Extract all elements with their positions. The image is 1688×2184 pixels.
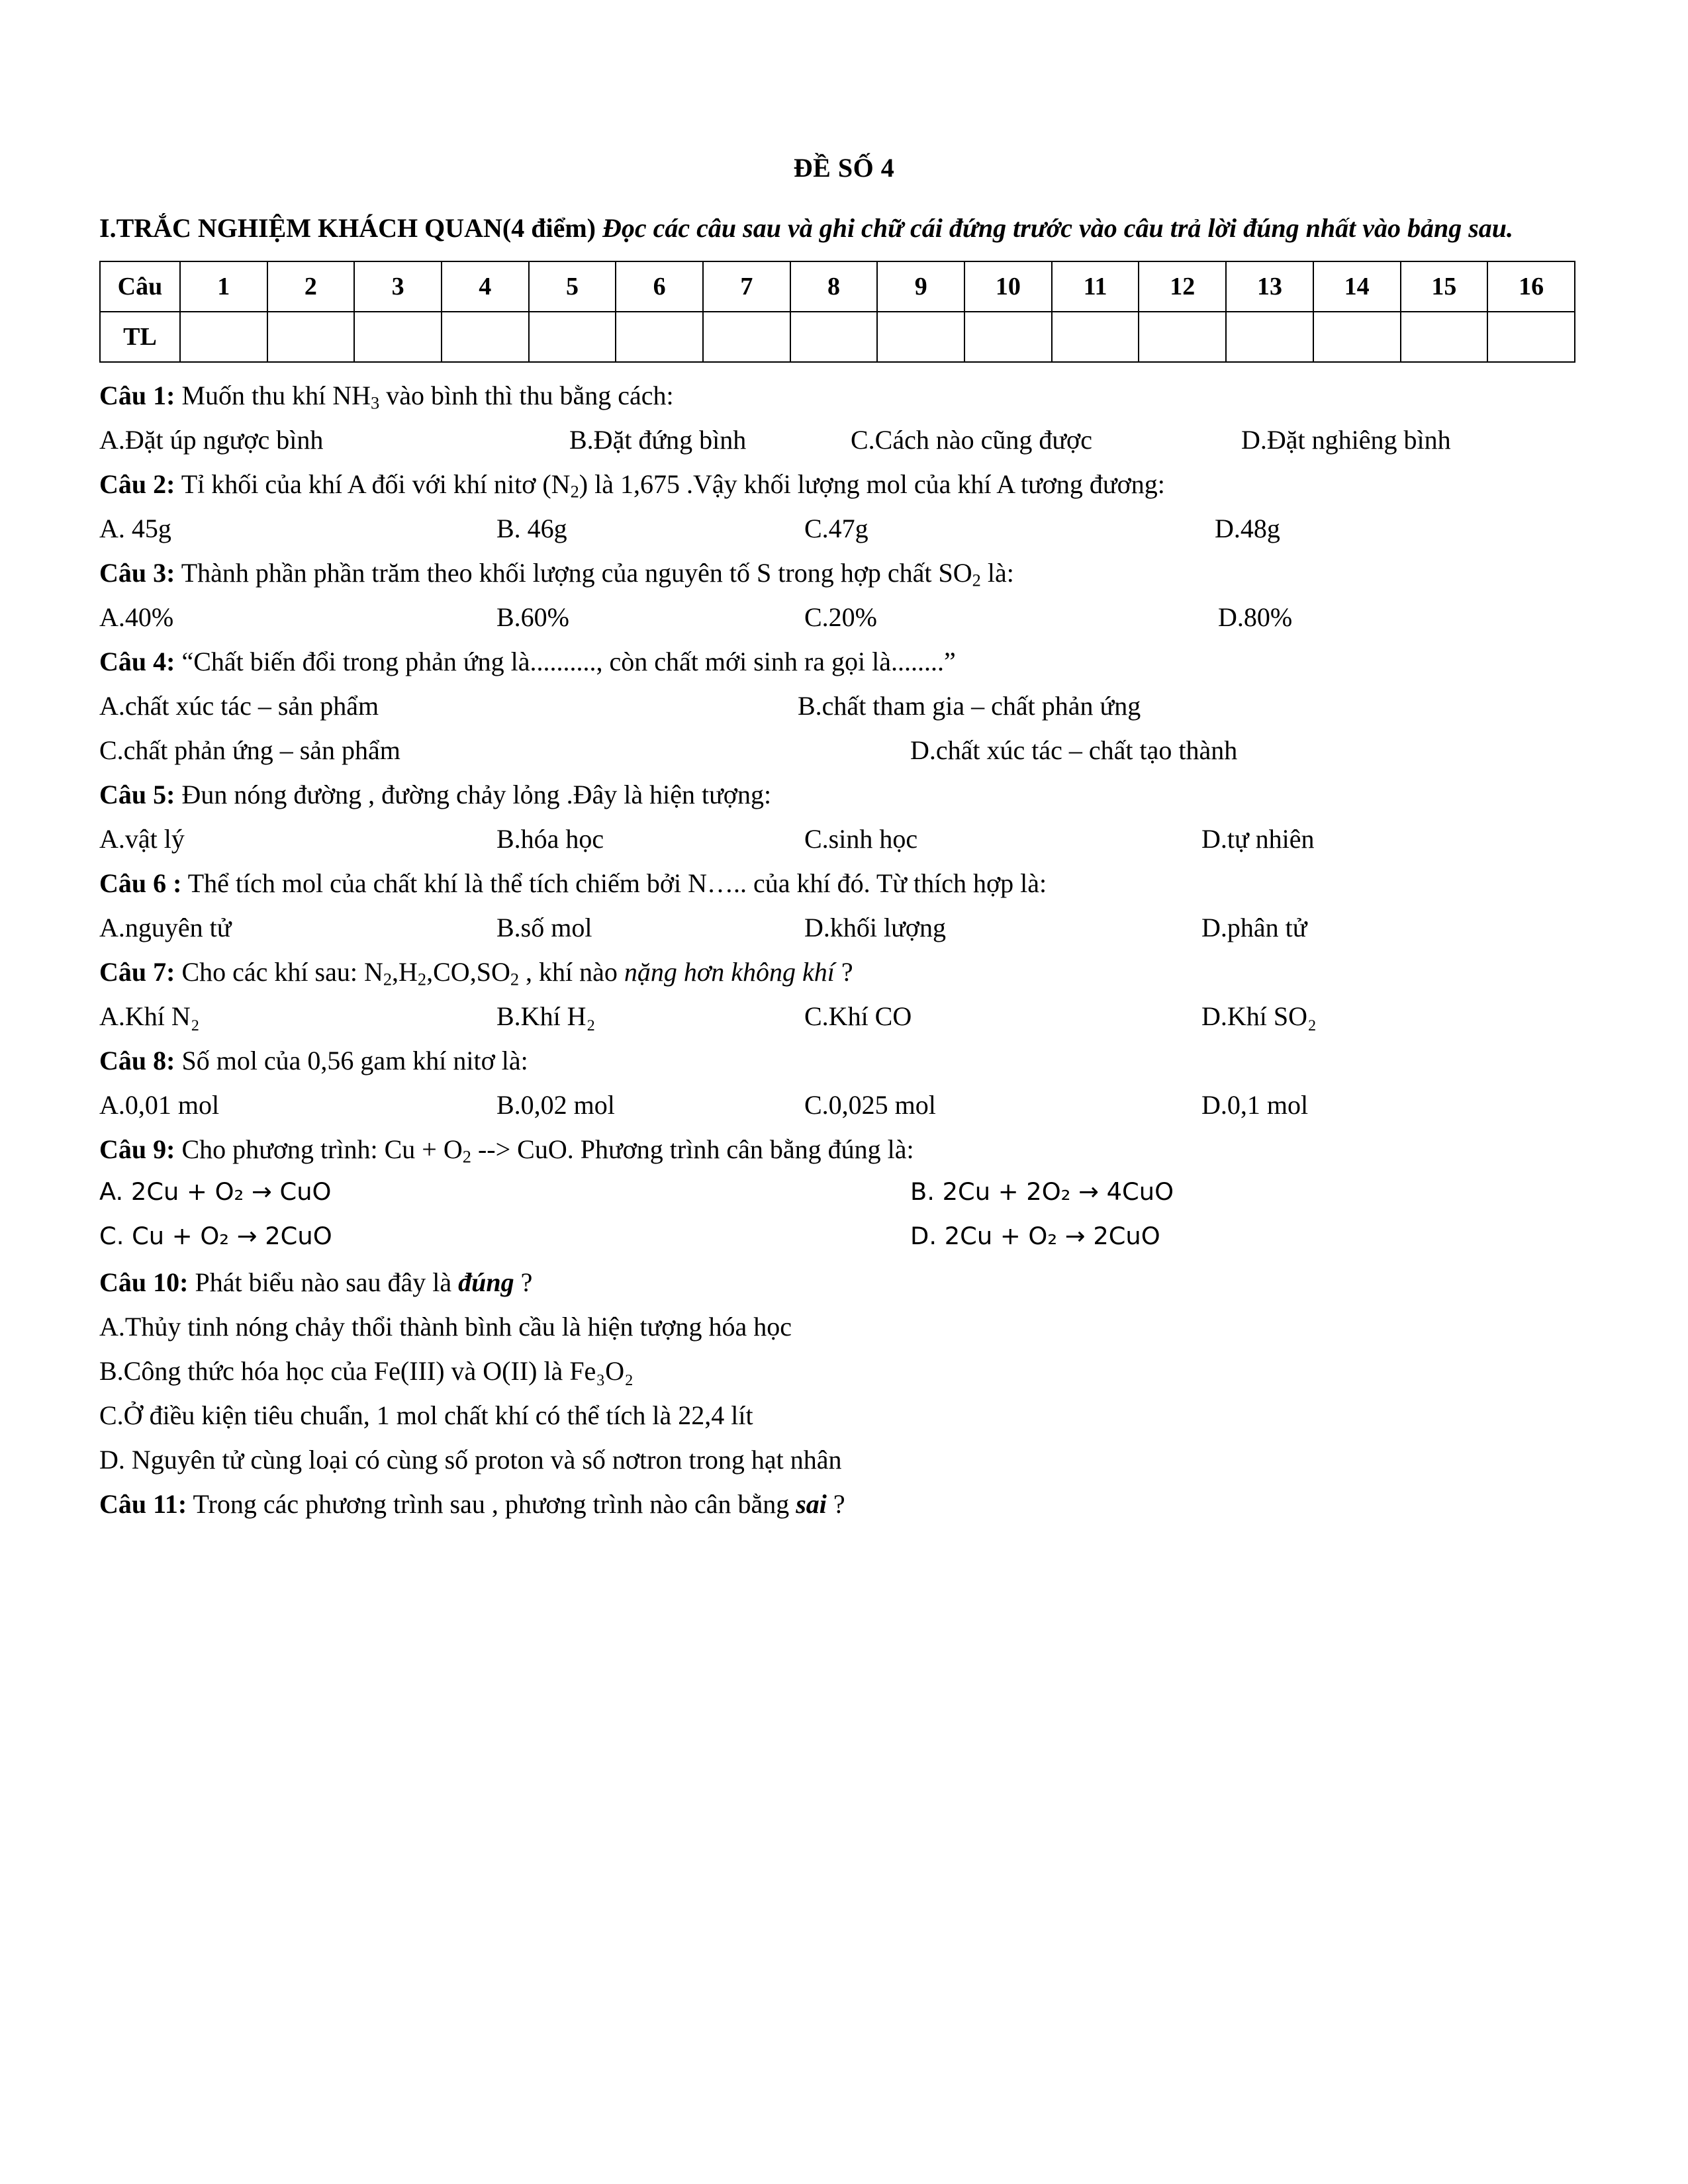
option-b[interactable]: B.Đặt đứng bình <box>569 424 747 455</box>
question-10-option-b[interactable]: B.Công thức hóa học của Fe(III) và O(II) là Fe₃O₂ <box>99 1355 634 1386</box>
question-9-options-row2 <box>99 1217 1589 1259</box>
question-2-lead: Câu 2: <box>99 469 175 499</box>
question-11-lead: Câu 11: <box>99 1488 187 1519</box>
question-6-text: Thể tích mol của chất khí là thể tích chiếm bởi N….. của khí đó. Từ thích hợp là: <box>181 868 1047 898</box>
question-4-options-row1 <box>99 685 1589 727</box>
option-c[interactable]: C.chất phản ứng – sản phẩm <box>99 735 400 765</box>
question-2-text-post: ) là 1,675 .Vậy khối lượng mol của khí A tương đương: <box>579 469 1165 499</box>
question-10 <box>99 1261 1589 1304</box>
option-a[interactable]: A. 2Cu + O₂ → CuO <box>99 1177 332 1206</box>
table-cell-number: 3 <box>354 261 442 312</box>
option-b[interactable]: B.Khí H₂ <box>496 1001 596 1031</box>
option-d[interactable]: D.Đặt nghiêng bình <box>1241 424 1451 455</box>
answer-cell[interactable] <box>1052 312 1139 362</box>
question-7-sub-1: 2 <box>383 969 393 989</box>
question-7-text-mid: ,H <box>392 956 418 987</box>
question-4-text: “Chất biến đổi trong phản ứng là.........., còn chất mới sinh ra gọi là........” <box>175 646 956 676</box>
question-3-text: Thành phần phần trăm theo khối lượng của nguyên tố S trong hợp chất SO <box>175 557 972 588</box>
question-1-sub: 3 <box>371 392 380 413</box>
table-cell-number: 14 <box>1313 261 1401 312</box>
question-2-options <box>99 508 1589 550</box>
answer-table <box>99 261 1575 363</box>
option-a[interactable]: A.Đặt úp ngược bình <box>99 424 324 455</box>
option-c[interactable]: C.20% <box>804 602 877 632</box>
table-cell-number: 8 <box>790 261 878 312</box>
question-6-options <box>99 907 1589 949</box>
question-2 <box>99 463 1589 506</box>
question-10-text-post: ? <box>514 1267 533 1297</box>
option-a[interactable]: A.nguyên tử <box>99 912 232 942</box>
answer-cell[interactable] <box>964 312 1052 362</box>
table-row-question-numbers <box>100 261 1575 312</box>
section-heading-italic: Đọc các câu sau và ghi chữ cái đứng trước vào câu trả lời đúng nhất vào bảng sau. <box>602 213 1513 243</box>
option-b[interactable]: B. 46g <box>496 513 567 543</box>
option-a[interactable]: A.Khí N₂ <box>99 1001 200 1031</box>
table-header-tl: TL <box>100 312 180 362</box>
question-9-options-row1 <box>99 1173 1589 1215</box>
question-5 <box>99 774 1589 816</box>
table-cell-number: 9 <box>877 261 964 312</box>
question-9-sub: 2 <box>462 1146 471 1167</box>
question-7-sub-3: 2 <box>510 969 520 989</box>
question-1-text: Muốn thu khí NH <box>175 380 371 410</box>
question-9 <box>99 1128 1589 1171</box>
table-cell-number: 7 <box>703 261 790 312</box>
question-9-text: Cho phương trình: Cu + O <box>175 1134 463 1164</box>
answer-cell[interactable] <box>703 312 790 362</box>
option-c[interactable]: D.khối lượng <box>804 912 946 942</box>
question-7-options <box>99 995 1589 1038</box>
option-b[interactable]: B. 2Cu + 2O₂ → 4CuO <box>910 1177 1174 1206</box>
answer-cell[interactable] <box>267 312 355 362</box>
answer-cell[interactable] <box>529 312 616 362</box>
question-11-emphasis: sai <box>796 1488 827 1519</box>
table-cell-number: 16 <box>1487 261 1575 312</box>
option-a[interactable]: A.vật lý <box>99 823 185 854</box>
table-cell-number: 12 <box>1139 261 1226 312</box>
question-11 <box>99 1483 1589 1525</box>
question-10-option-d[interactable]: D. Nguyên tử cùng loại có cùng số proton và số nơtron trong hạt nhân <box>99 1444 842 1475</box>
question-1 <box>99 375 1589 417</box>
question-9-lead: Câu 9: <box>99 1134 175 1164</box>
question-1-options <box>99 419 1589 461</box>
question-10-option-c[interactable]: C.Ở điều kiện tiêu chuẩn, 1 mol chất khí có thể tích là 22,4 lít <box>99 1400 753 1430</box>
question-8 <box>99 1040 1589 1082</box>
question-3-options <box>99 596 1589 639</box>
answer-cell[interactable] <box>1401 312 1488 362</box>
question-7-text: Cho các khí sau: N <box>175 956 383 987</box>
question-10-emphasis: đúng <box>458 1267 514 1297</box>
option-b[interactable]: B.số mol <box>496 912 592 942</box>
table-cell-number: 6 <box>616 261 703 312</box>
question-7-emphasis: nặng hơn không khí <box>624 956 835 987</box>
question-3 <box>99 552 1589 594</box>
question-11-text-post: ? <box>826 1488 845 1519</box>
answer-cell[interactable] <box>616 312 703 362</box>
option-c[interactable]: C.Khí CO <box>804 1001 912 1031</box>
answer-cell[interactable] <box>180 312 267 362</box>
question-1-text-post: vào bình thì thu bằng cách: <box>379 380 674 410</box>
question-7-text-post: , khí nào <box>519 956 624 987</box>
option-d[interactable]: D.48g <box>1215 513 1280 543</box>
table-cell-number: 10 <box>964 261 1052 312</box>
option-d[interactable]: D.phân tử <box>1201 912 1307 942</box>
option-a[interactable]: A. 45g <box>99 513 171 543</box>
question-6-lead: Câu 6 : <box>99 868 182 898</box>
option-b[interactable]: B.0,02 mol <box>496 1089 615 1120</box>
question-2-text: Tỉ khối của khí A đối với khí nitơ (N <box>175 469 571 499</box>
question-8-lead: Câu 8: <box>99 1045 175 1075</box>
question-4-lead: Câu 4: <box>99 646 175 676</box>
question-7-text-mid2: ,CO,SO <box>426 956 510 987</box>
question-1-lead: Câu 1: <box>99 380 175 410</box>
answer-cell[interactable] <box>1313 312 1401 362</box>
question-10-option-a[interactable]: A.Thủy tinh nóng chảy thổi thành bình cầu là hiện tượng hóa học <box>99 1311 792 1342</box>
option-c[interactable]: C.0,025 mol <box>804 1089 936 1120</box>
option-b[interactable]: B.hóa học <box>496 823 604 854</box>
option-a[interactable]: A.0,01 mol <box>99 1089 220 1120</box>
option-c[interactable]: C.47g <box>804 513 868 543</box>
option-d[interactable]: D.chất xúc tác – chất tạo thành <box>910 735 1238 765</box>
question-8-text: Số mol của 0,56 gam khí nitơ là: <box>175 1045 528 1075</box>
option-c[interactable]: C.sinh học <box>804 823 918 854</box>
question-3-lead: Câu 3: <box>99 557 175 588</box>
question-7-lead: Câu 7: <box>99 956 175 987</box>
table-header-cau: Câu <box>100 261 180 312</box>
table-cell-number: 13 <box>1226 261 1313 312</box>
option-d[interactable]: D.Khí SO₂ <box>1201 1001 1317 1031</box>
question-10-lead: Câu 10: <box>99 1267 189 1297</box>
table-cell-number: 2 <box>267 261 355 312</box>
question-5-options <box>99 818 1589 860</box>
option-b[interactable]: B.60% <box>496 602 569 632</box>
option-d[interactable]: D.80% <box>1218 602 1293 632</box>
question-8-options <box>99 1084 1589 1126</box>
answer-cell[interactable] <box>877 312 964 362</box>
table-cell-number: 15 <box>1401 261 1488 312</box>
answer-cell[interactable] <box>354 312 442 362</box>
answer-cell[interactable] <box>1226 312 1313 362</box>
question-5-lead: Câu 5: <box>99 779 175 809</box>
answer-cell[interactable] <box>442 312 529 362</box>
table-row-answers <box>100 312 1575 362</box>
option-a[interactable]: A.chất xúc tác – sản phẩm <box>99 690 379 721</box>
question-7-sub-2: 2 <box>417 969 427 989</box>
section-heading-bold: I.TRẮC NGHIỆM KHÁCH QUAN(4 điểm) <box>99 213 602 243</box>
question-5-text: Đun nóng đường , đường chảy lỏng .Đây là hiện tượng: <box>175 779 772 809</box>
question-11-text: Trong các phương trình sau , phương trình nào cân bằng <box>187 1488 796 1519</box>
section-heading <box>99 207 1589 250</box>
question-4-options-row2 <box>99 729 1589 772</box>
table-cell-number: 5 <box>529 261 616 312</box>
question-7-text-tail: ? <box>834 956 853 987</box>
option-d[interactable]: D.tự nhiên <box>1201 823 1315 854</box>
question-10-text: Phát biểu nào sau đây là <box>188 1267 459 1297</box>
option-c[interactable]: C.Cách nào cũng được <box>851 424 1092 455</box>
table-cell-number: 1 <box>180 261 267 312</box>
question-3-sub: 2 <box>972 570 981 590</box>
question-3-text-post: là: <box>980 557 1014 588</box>
option-d[interactable]: D.0,1 mol <box>1201 1089 1309 1120</box>
table-cell-number: 11 <box>1052 261 1139 312</box>
question-9-text-post: --> CuO. Phương trình cân bằng đúng là: <box>471 1134 914 1164</box>
option-a[interactable]: A.40% <box>99 602 174 632</box>
question-4 <box>99 641 1589 683</box>
option-c[interactable]: C. Cu + O₂ → 2CuO <box>99 1221 332 1250</box>
option-d[interactable]: D. 2Cu + O₂ → 2CuO <box>910 1221 1160 1250</box>
page-title: ĐỀ SỐ 4 <box>793 153 895 183</box>
answer-cell[interactable] <box>1487 312 1575 362</box>
question-6 <box>99 862 1589 905</box>
question-2-sub: 2 <box>570 481 579 502</box>
option-b[interactable]: B.chất tham gia – chất phản ứng <box>798 690 1141 721</box>
answer-cell[interactable] <box>1139 312 1226 362</box>
table-cell-number: 4 <box>442 261 529 312</box>
answer-cell[interactable] <box>790 312 878 362</box>
question-7 <box>99 951 1589 993</box>
